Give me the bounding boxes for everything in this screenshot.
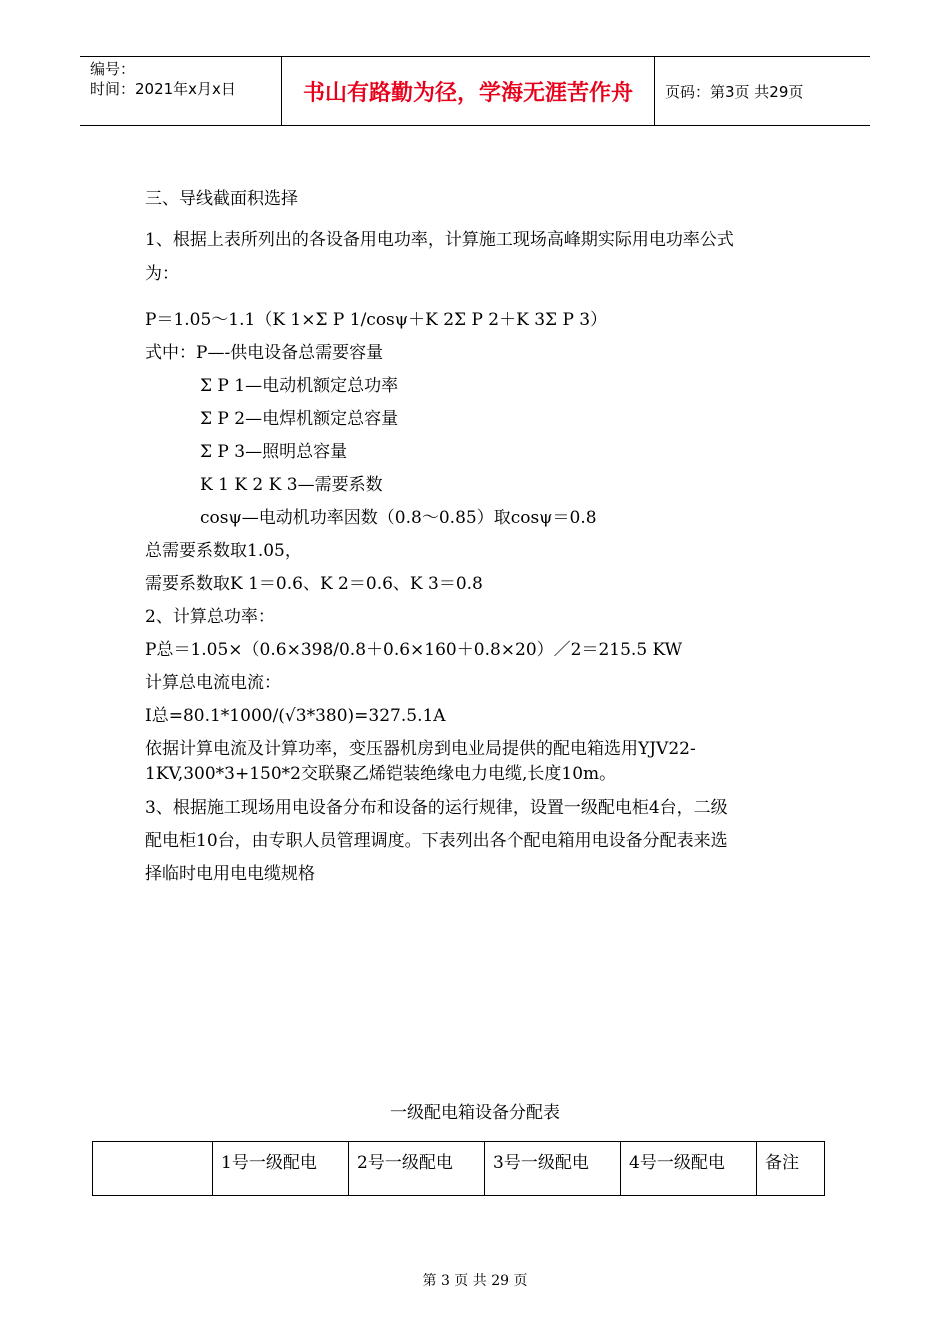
section-title: 三、导线截面积选择 <box>145 189 298 209</box>
coefficient-values: 需要系数取K 1＝0.6、K 2＝0.6、K 3＝0.8 <box>145 574 483 594</box>
header-meta <box>80 57 282 125</box>
definition-p3: Σ P 3—照明总容量 <box>200 442 348 462</box>
paragraph-3-line-2: 配电柜10台，由专职人员管理调度。下表列出各个配电箱用电设备分配表来选 <box>145 831 728 851</box>
definition-cos: cosψ—电动机功率因数（0.8～0.85）取cosψ＝0.8 <box>200 508 597 528</box>
table-caption: 一级配电箱设备分配表 <box>390 1103 560 1123</box>
total-power-formula: P总＝1.05×（0.6×398/0.8＋0.6×160＋0.8×20）／2＝215.5 KW <box>145 640 683 660</box>
definition-p1: Σ P 1—电动机额定总功率 <box>200 376 399 396</box>
document-date: 时间：2021年x月x日 <box>90 80 236 98</box>
total-coefficient: 总需要系数取1.05， <box>145 541 302 561</box>
cable-line-1: 依据计算电流及计算功率，变压器机房到电业局提供的配电箱选用YJV22- <box>145 739 696 759</box>
definition-k: K 1 K 2 K 3—需要系数 <box>200 475 383 495</box>
header-motto: 书山有路勤为径，学海无涯苦作舟 <box>282 57 655 125</box>
table-header-cell-box-1: 1号一级配电 <box>213 1142 349 1196</box>
paragraph-3-line-3: 择临时电用电电缆规格 <box>145 864 315 884</box>
page-header <box>80 56 870 126</box>
paragraph-3-line-1: 3、根据施工现场用电设备分布和设备的运行规律，设置一级配电柜4台，二级 <box>145 798 728 818</box>
paragraph-1-line-1: 1、根据上表所列出的各设备用电功率，计算施工现场高峰期实际用电功率公式 <box>145 230 734 250</box>
page-footer: 第 3 页 共 29 页 <box>422 1273 528 1289</box>
current-formula: I总=80.1*1000/(√3*380)=327.5.1A <box>145 706 446 726</box>
paragraph-1-line-2: 为： <box>145 264 179 284</box>
header-page-number: 页码：第3页 共29页 <box>665 82 804 101</box>
document-number-label: 编号： <box>90 60 136 78</box>
power-formula: P＝1.05～1.1（K 1×Σ P 1/cosψ＋K 2Σ P 2＋K 3Σ P 3） <box>145 310 608 330</box>
table-header-cell-box-4: 4号一级配电 <box>621 1142 757 1196</box>
cable-line-2: 1KV,300*3+150*2交联聚乙烯铠装绝缘电力电缆,长度10m。 <box>145 764 617 784</box>
distribution-table <box>92 1141 825 1196</box>
table-header-cell-box-2: 2号一级配电 <box>349 1142 485 1196</box>
step-2-title: 2、计算总功率： <box>145 607 275 627</box>
formula-where: 式中：P—-供电设备总需要容量 <box>145 343 384 363</box>
table-header-cell-blank <box>93 1142 213 1196</box>
current-title: 计算总电流电流： <box>145 673 281 693</box>
definition-p2: Σ P 2—电焊机额定总容量 <box>200 409 399 429</box>
table-header-row <box>93 1142 825 1196</box>
table-header-cell-box-3: 3号一级配电 <box>485 1142 621 1196</box>
table-header-cell-remarks: 备注 <box>757 1142 825 1196</box>
